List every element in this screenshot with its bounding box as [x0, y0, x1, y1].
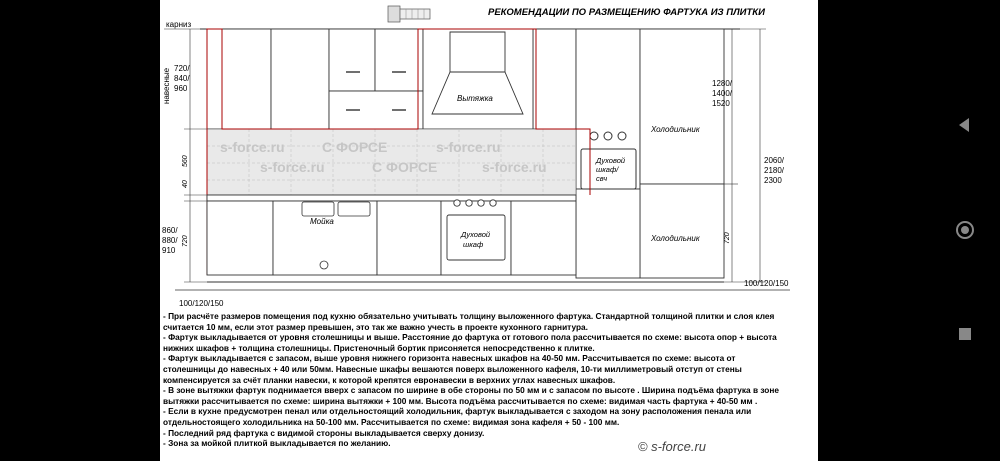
navesnye-label: навесные [162, 67, 171, 104]
note-line: - Фартук выкладывается от уровня столешницы и выше. Расстояние до фартука от готового пола рассчитывается по схеме: высота опор + высота [163, 332, 777, 343]
tall-oven-label-2: шкаф/ [596, 165, 619, 174]
apron-height-label: 560 [182, 155, 189, 167]
android-nav-bar [930, 0, 1000, 461]
tall-oven-label-1: Духовой [596, 156, 626, 165]
lower-height-2: 880/ [162, 236, 178, 245]
oven-bottom-label-2: шкаф [463, 240, 484, 249]
hob-burners [590, 132, 626, 140]
hood-label: Вытяжка [457, 94, 493, 103]
document-sheet [160, 0, 818, 461]
fridge-bottom-label: Холодильник [651, 234, 700, 243]
upper-height-1: 720/ [174, 64, 190, 73]
copyright: © s-force.ru [637, 439, 706, 454]
total-right-3: 2300 [764, 176, 782, 185]
tall-right-3: 1520 [712, 99, 730, 108]
note-line: столешницы до навесных + 40 или 50мм. Навесные шкафы вешаются поверх выложенного кафеля, 10-ти миллиметровый отступ от стены [163, 363, 742, 374]
sink-label: Мойка [310, 217, 334, 226]
home-button[interactable] [954, 219, 976, 241]
karniz-label: карниз [166, 20, 192, 29]
watermark-5: С ФОРСЕ [372, 159, 438, 175]
oven-bottom-label-1: Духовой [461, 230, 491, 239]
kitchen-apron-diagram [160, 0, 818, 310]
total-right-2: 2180/ [764, 166, 785, 175]
lower-cabinets [207, 201, 576, 275]
watermark-4: s-force.ru [260, 159, 325, 175]
note-line: - Зона за мойкой плиткой выкладывается по желанию. [163, 438, 391, 449]
recents-button[interactable] [954, 323, 976, 345]
lower-height-3: 910 [162, 246, 176, 255]
note-line: вытяжки рассчитывается по схеме: ширина вытяжки + 100 мм. Высота подъёма рассчитывается по схеме: видимая часть фартука + 40-50 мм . [163, 395, 758, 406]
plinth-right-label: 100/120/150 [744, 279, 789, 288]
note-line: отдельностоящего холодильника на 50-100 мм. Рассчитывается по схеме: видимая зона кафеля + 50 - 100 мм. [163, 416, 620, 427]
lower-height-1: 860/ [162, 226, 178, 235]
fridge-top-label: Холодильник [651, 125, 700, 134]
note-line: - Если в кухне предусмотрен пенал или отдельностоящий холодильник, фартук выкладывается с заходом на зону расположения пенала или [163, 406, 752, 417]
note-line: - В зоне вытяжки фартук поднимается вверх с запасом по ширине в обе стороны по 50 мм и с запасом по высоте . Ширина подъёма фартука в зоне [163, 385, 779, 396]
note-line: компенсируется за счёт планки навески, к которой крепятся евронавески в верхних углах навесных шкафов. [163, 374, 616, 385]
duct-pipe [388, 6, 430, 22]
plinth-left-label: 100/120/150 [179, 299, 224, 308]
tall-oven-label-3: свч [596, 174, 608, 183]
note-line: - Фартук выкладывается с запасом, выше уровня нижнего горизонта навесных шкафов на 40-50 мм. Рассчитывается по схеме: высота от [163, 353, 736, 364]
hood [423, 29, 533, 129]
upper-height-3: 960 [174, 84, 188, 93]
watermark-6: s-force.ru [482, 159, 547, 175]
right-720-label: 720 [724, 232, 731, 244]
watermark-1: s-force.ru [220, 139, 285, 155]
watermark-3: s-force.ru [436, 139, 501, 155]
lower-720-label: 720 [182, 235, 189, 247]
note-line: нижних шкафов + толщина столешницы. Пристеночный бортик присоняется непосредственно к плитке. [163, 342, 595, 353]
watermark-2: С ФОРСЕ [322, 139, 388, 155]
diagram-title: РЕКОМЕНДАЦИИ ПО РАЗМЕЩЕНИЮ ФАРТУКА ИЗ ПЛИТКИ [488, 7, 765, 18]
tall-right-2: 1400/ [712, 89, 733, 98]
note-line: - При расчёте размеров помещения под кухню обязательно учитывать толщину выложенного фартука. Стандартной толщиной плитки и слоя клея [163, 311, 775, 321]
gap-height-label: 40 [182, 180, 189, 188]
back-triangle-icon [954, 114, 976, 136]
upper-height-2: 840/ [174, 74, 190, 83]
recents-square-icon [954, 323, 976, 345]
notes-text [163, 311, 815, 449]
note-line: - Последний ряд фартука с видимой стороны выкладывается сверху донизу. [163, 427, 485, 438]
countertop [207, 195, 576, 201]
total-right-1: 2060/ [764, 156, 785, 165]
note-line: считается 10 мм, если этот размер превышен, это так же важно учесть в проекте кухонного гарнитура. [163, 321, 588, 332]
back-button[interactable] [954, 114, 976, 136]
home-circle-icon [954, 219, 976, 241]
tall-right-1: 1280/ [712, 79, 733, 88]
